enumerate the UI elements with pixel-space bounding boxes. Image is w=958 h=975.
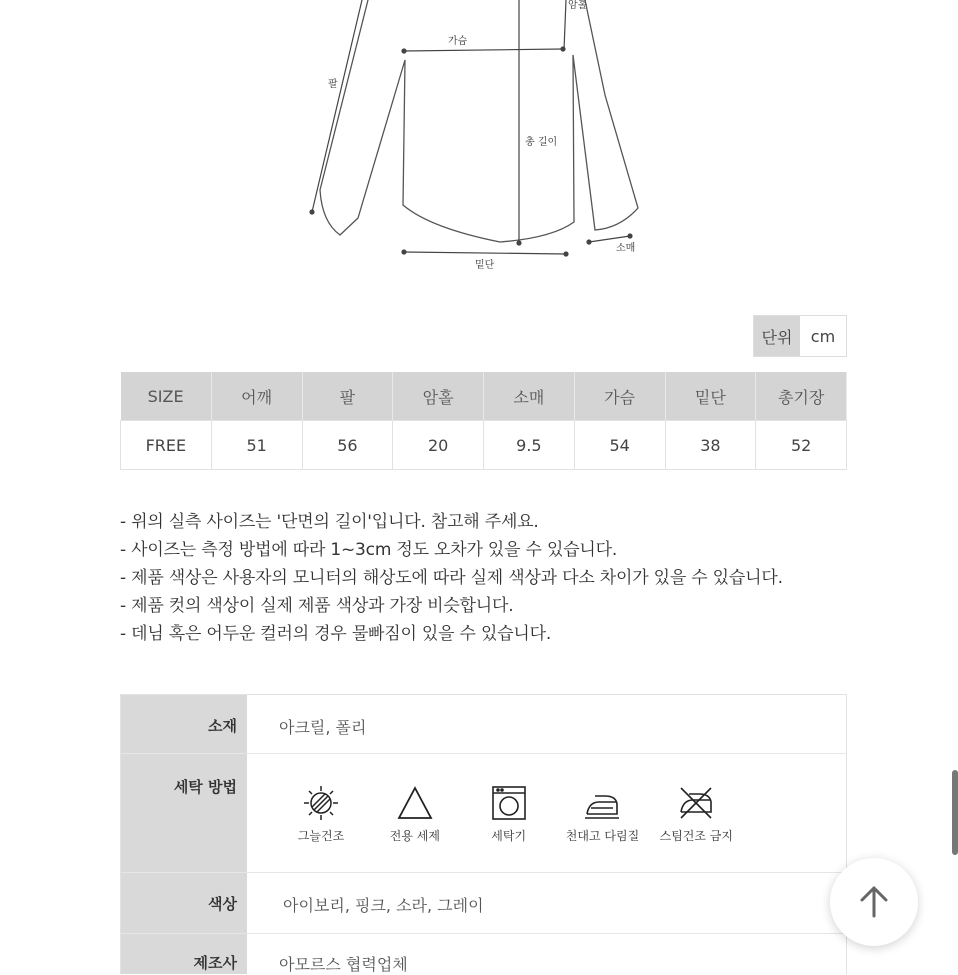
label-cuff: 소매 — [616, 243, 636, 254]
table-cell: 56 — [302, 421, 393, 470]
garment-outline — [320, 0, 638, 242]
table-row — [121, 421, 847, 470]
unit-value[interactable]: cm — [810, 326, 836, 346]
label-sleeve-length: 팔 — [328, 79, 338, 90]
label-hem: 밑단 — [475, 260, 495, 271]
size-table — [120, 372, 847, 470]
table-cell: FREE — [121, 421, 212, 470]
label-total-length: 총 길이 — [525, 137, 558, 148]
header-cell: 암홀 — [393, 372, 484, 421]
table-cell: 38 — [665, 421, 756, 470]
label-armhole: 암홀 — [568, 0, 588, 11]
header-cell: 소매 — [484, 372, 575, 421]
color-value: 아이보리, 핑크, 소라, 그레이 — [283, 896, 484, 915]
care-label: 천대고 다림질 — [565, 829, 640, 843]
table-cell: 51 — [211, 421, 302, 470]
product-info-table — [120, 694, 847, 974]
note-item: - 제품 색상은 사용자의 모니터의 해상도에 따라 실제 색상과 다소 차이가 있을 수 있습니다. — [120, 568, 783, 588]
maker-row — [121, 934, 846, 974]
header-cell: 가슴 — [574, 372, 665, 421]
header-cell: 팔 — [302, 372, 393, 421]
arrow-up-icon — [854, 882, 894, 922]
header-cell: 총기장 — [756, 372, 847, 421]
note-item: - 위의 실측 사이즈는 '단면의 길이'입니다. 참고해 주세요. — [120, 512, 539, 532]
measurement-diagram — [300, 0, 660, 280]
color-row — [121, 873, 846, 934]
size-notes — [120, 508, 880, 648]
care-item — [654, 784, 738, 845]
note-item: - 사이즈는 측정 방법에 따라 1~3cm 정도 오차가 있을 수 있습니다. — [120, 540, 618, 560]
washing-icons — [247, 754, 846, 872]
triangle-icon — [396, 784, 434, 822]
care-item — [560, 784, 644, 845]
label-chest: 가슴 — [448, 36, 468, 47]
care-item — [373, 784, 457, 845]
scroll-top-button[interactable] — [830, 858, 918, 946]
care-label: 세탁기 — [491, 829, 527, 843]
care-label: 그늘건조 — [297, 829, 345, 843]
maker-value: 아모르스 협력업체 — [279, 955, 408, 974]
care-label: 스팀건조 금지 — [659, 829, 733, 843]
care-item — [467, 784, 551, 845]
header-cell: 밑단 — [665, 372, 756, 421]
material-row — [121, 695, 846, 754]
washing-label: 세탁 방법 — [121, 754, 247, 872]
size-table-header — [121, 372, 847, 421]
color-label: 색상 — [121, 873, 247, 933]
no-steam-iron-icon — [677, 784, 715, 822]
washing-row — [121, 754, 846, 873]
tumble-dry-icon — [302, 784, 340, 822]
table-cell: 9.5 — [484, 421, 575, 470]
header-cell: SIZE — [121, 372, 212, 421]
material-value: 아크릴, 폴리 — [279, 718, 367, 737]
note-item: - 제품 컷의 색상이 실제 제품 색상과 가장 비슷합니다. — [120, 596, 514, 616]
washing-machine-icon — [490, 784, 528, 822]
unit-label: 단위 — [754, 316, 800, 356]
table-cell: 54 — [574, 421, 665, 470]
material-label: 소재 — [121, 695, 247, 753]
iron-icon — [583, 784, 621, 822]
unit-toggle[interactable] — [753, 315, 847, 357]
header-cell: 어깨 — [211, 372, 302, 421]
table-cell: 52 — [756, 421, 847, 470]
care-label: 전용 세제 — [389, 829, 440, 843]
maker-label: 제조사 — [121, 934, 247, 974]
scrollbar[interactable] — [952, 770, 958, 855]
care-item — [279, 784, 363, 845]
note-item: - 데님 혹은 어두운 컬러의 경우 물빠짐이 있을 수 있습니다. — [120, 624, 552, 644]
table-cell: 20 — [393, 421, 484, 470]
